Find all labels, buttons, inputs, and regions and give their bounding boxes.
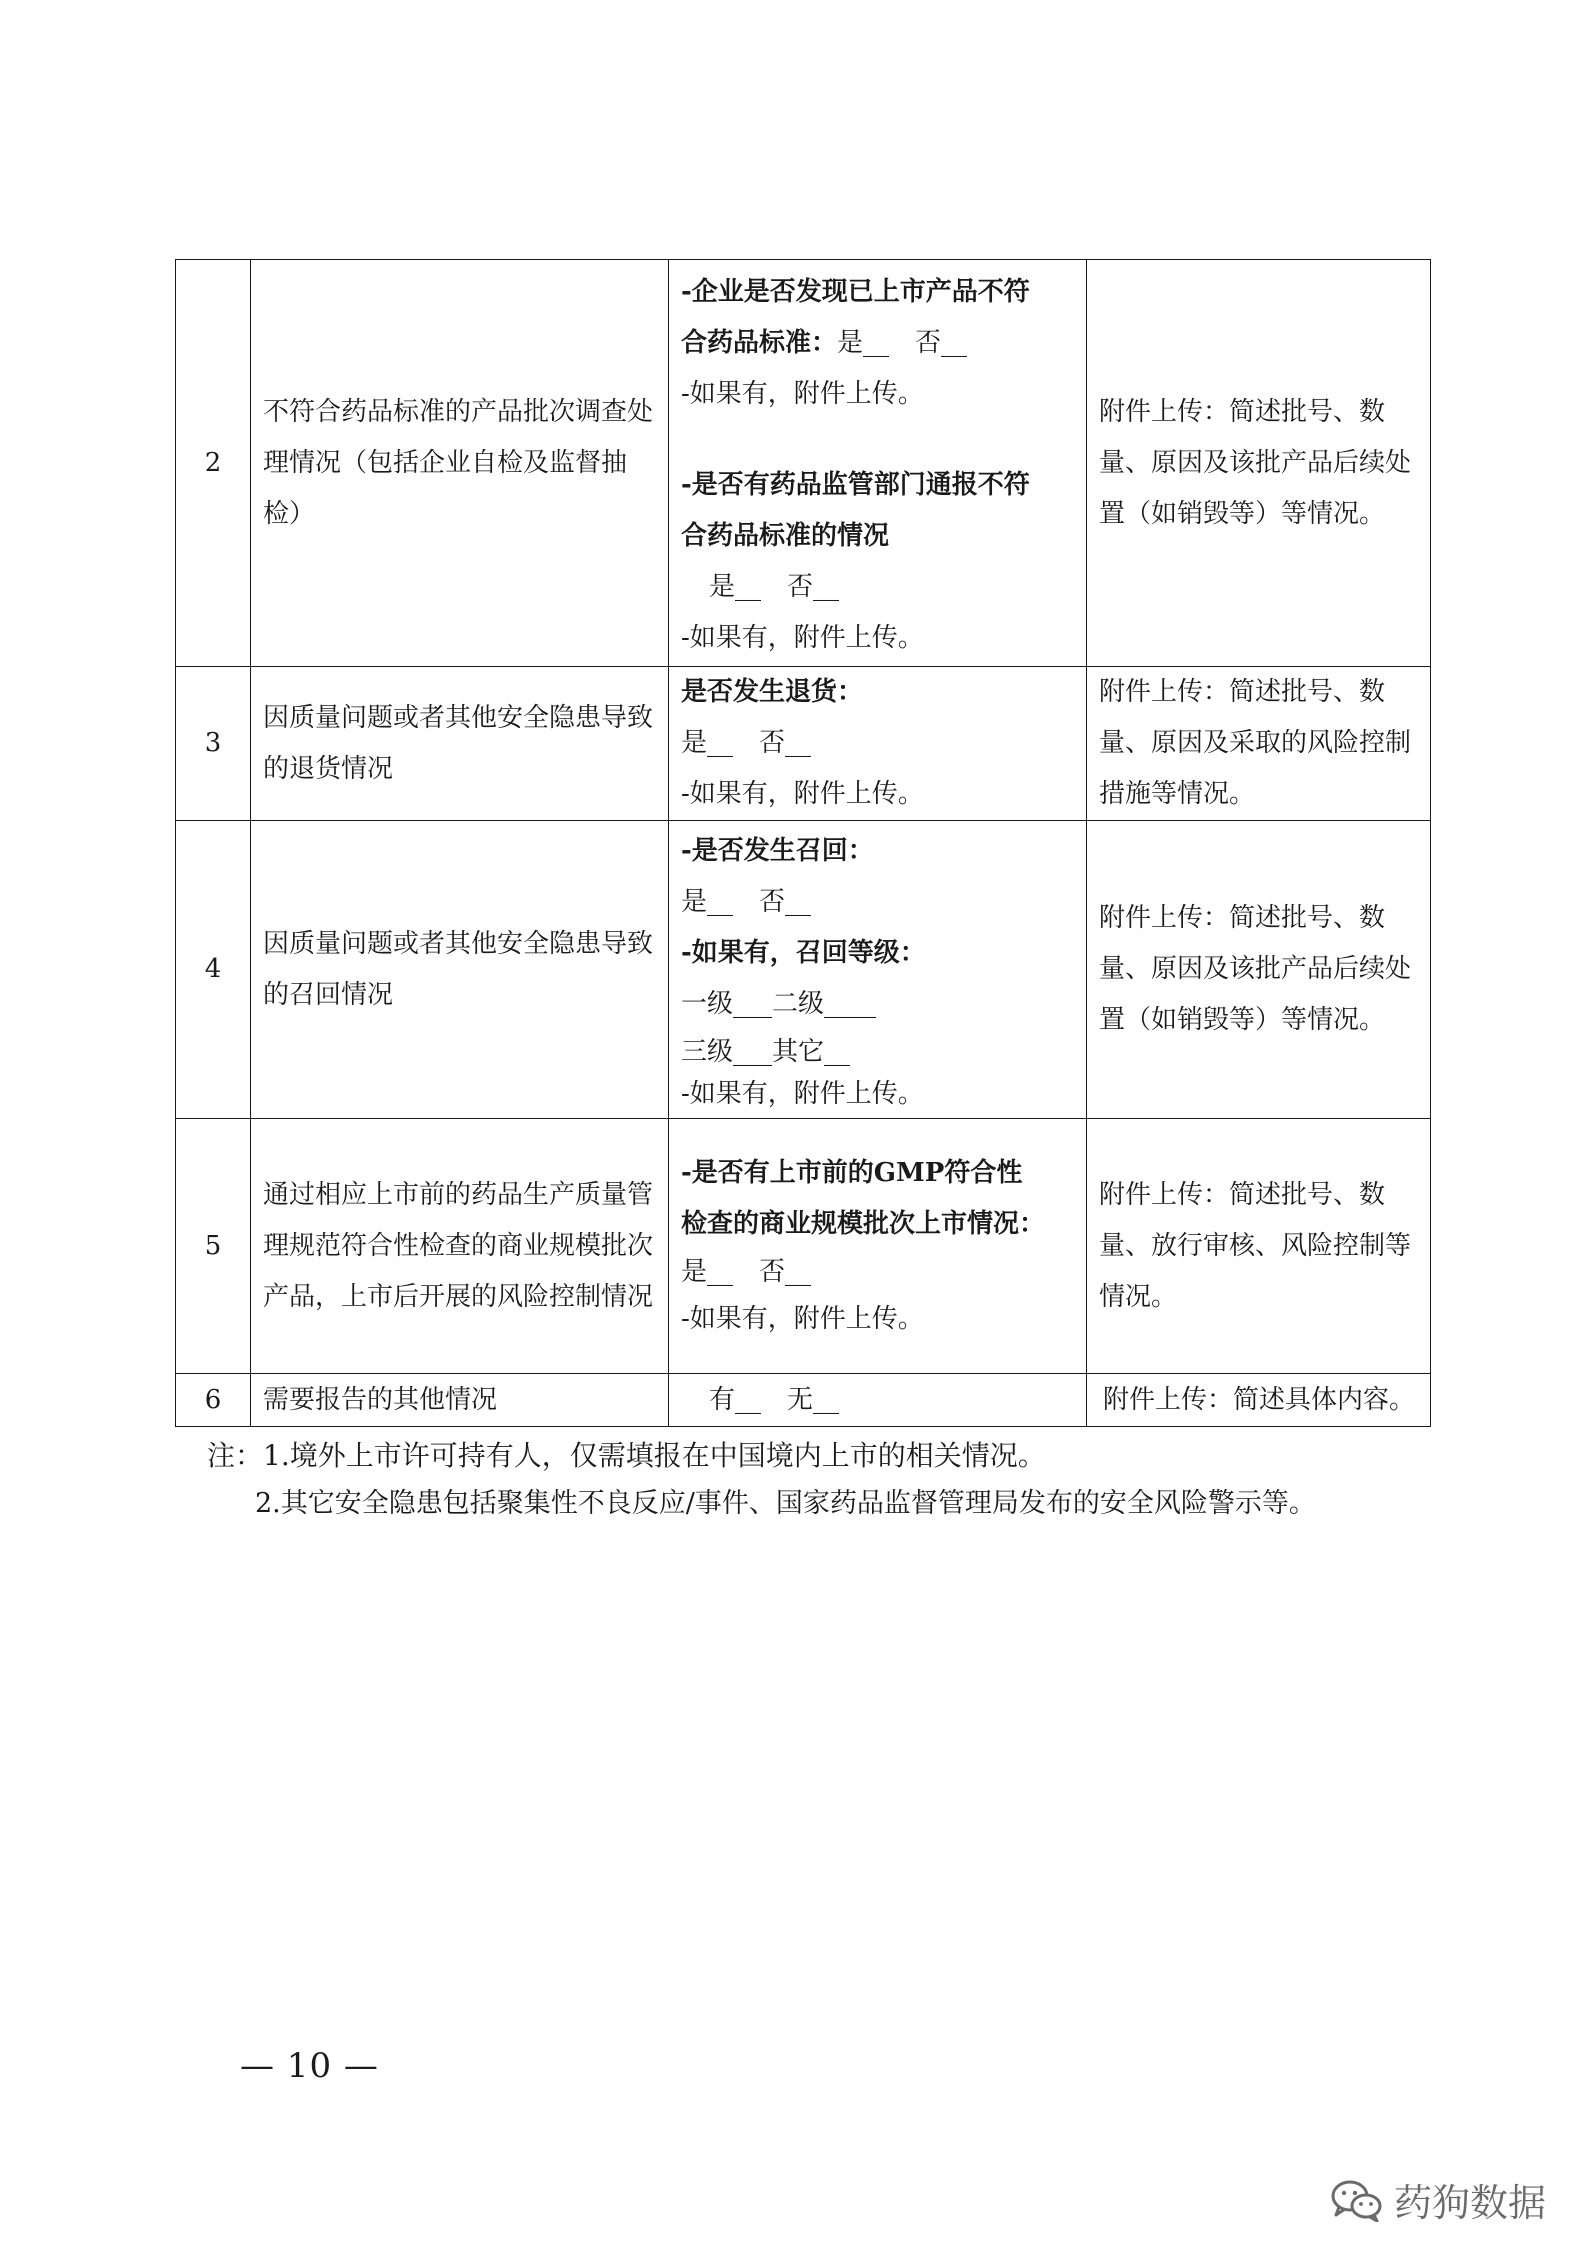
- question-line: 是__ 否__: [681, 1256, 812, 1287]
- row-question: [669, 667, 1087, 821]
- question-line: -是否发生召回：: [681, 835, 874, 866]
- row-item: 因质量问题或者其他安全隐患导致的退货情况: [251, 667, 669, 821]
- question-line: 有__ 无__: [709, 1384, 840, 1415]
- page-number: — 10 —: [240, 2046, 379, 2086]
- table-row: [176, 821, 1431, 1119]
- question-line: 是否发生退货：: [681, 677, 864, 707]
- row-note: 附件上传：简述批号、数量、原因及该批产品后续处置（如销毁等）等情况。: [1087, 821, 1431, 1119]
- row-number: 3: [176, 667, 251, 821]
- wechat-icon: [1330, 2178, 1384, 2222]
- row-note: 附件上传：简述具体内容。: [1087, 1374, 1431, 1427]
- question-line: 合药品标准的情况: [681, 520, 890, 551]
- question-line: -如果有，附件上传。: [681, 622, 924, 653]
- row-question: [669, 1119, 1087, 1374]
- question-line: -如果有，附件上传。: [681, 1303, 924, 1334]
- row-number: 4: [176, 821, 251, 1119]
- question-line: -如果有，附件上传。: [681, 378, 924, 409]
- row-question: [669, 260, 1087, 667]
- row-item: 不符合药品标准的产品批次调查处理情况（包括企业自检及监督抽检）: [251, 260, 669, 667]
- row-question: [669, 821, 1087, 1119]
- question-line: 三级___其它__: [681, 1036, 851, 1067]
- footnote-1: 注：1.境外上市许可持有人，仅需填报在中国境内上市的相关情况。: [207, 1439, 1046, 1472]
- watermark-text: 药狗数据: [1394, 2181, 1547, 2225]
- question-line: 是__ 否__: [681, 728, 812, 758]
- row-item: 因质量问题或者其他安全隐患导致的召回情况: [251, 821, 669, 1119]
- question-line: -是否有上市前的GMP符合性: [681, 1157, 1023, 1188]
- question-line: -企业是否发现已上市产品不符: [681, 276, 1030, 307]
- row-item: 需要报告的其他情况: [251, 1374, 669, 1427]
- row-question: [669, 1374, 1087, 1427]
- question-line: 检查的商业规模批次上市情况：: [681, 1208, 1046, 1239]
- question-line: 是__ 否__: [681, 886, 812, 917]
- footnotes: [207, 1432, 1316, 1528]
- row-item: 通过相应上市前的药品生产质量管理规范符合性检查的商业规模批次产品，上市后开展的风险控制情况: [251, 1119, 669, 1374]
- row-note: 附件上传：简述批号、数量、原因及采取的风险控制措施等情况。: [1087, 667, 1431, 821]
- row-number: 5: [176, 1119, 251, 1374]
- question-line: 合药品标准：是__ 否__: [681, 327, 968, 358]
- watermark: [1330, 2172, 1546, 2227]
- table-row: [176, 1374, 1431, 1427]
- question-line: 一级___二级____: [681, 988, 877, 1019]
- table-row: [176, 667, 1431, 821]
- question-line: 是__ 否__: [709, 571, 840, 602]
- row-note: 附件上传：简述批号、数量、放行审核、风险控制等情况。: [1087, 1119, 1431, 1374]
- question-line: -是否有药品监管部门通报不符: [681, 469, 1030, 500]
- table-row: [176, 260, 1431, 667]
- report-table: [175, 259, 1431, 1427]
- row-note: 附件上传：简述批号、数量、原因及该批产品后续处置（如销毁等）等情况。: [1087, 260, 1431, 667]
- question-line: -如果有，召回等级：: [681, 937, 926, 968]
- footnote-2: 2.其它安全隐患包括聚集性不良反应/事件、国家药品监督管理局发布的安全风险警示等。: [255, 1488, 1316, 1519]
- question-line: -如果有，附件上传。: [681, 779, 924, 809]
- row-number: 2: [176, 260, 251, 667]
- table-row: [176, 1119, 1431, 1374]
- question-line: -如果有，附件上传。: [681, 1078, 924, 1109]
- row-number: 6: [176, 1374, 251, 1427]
